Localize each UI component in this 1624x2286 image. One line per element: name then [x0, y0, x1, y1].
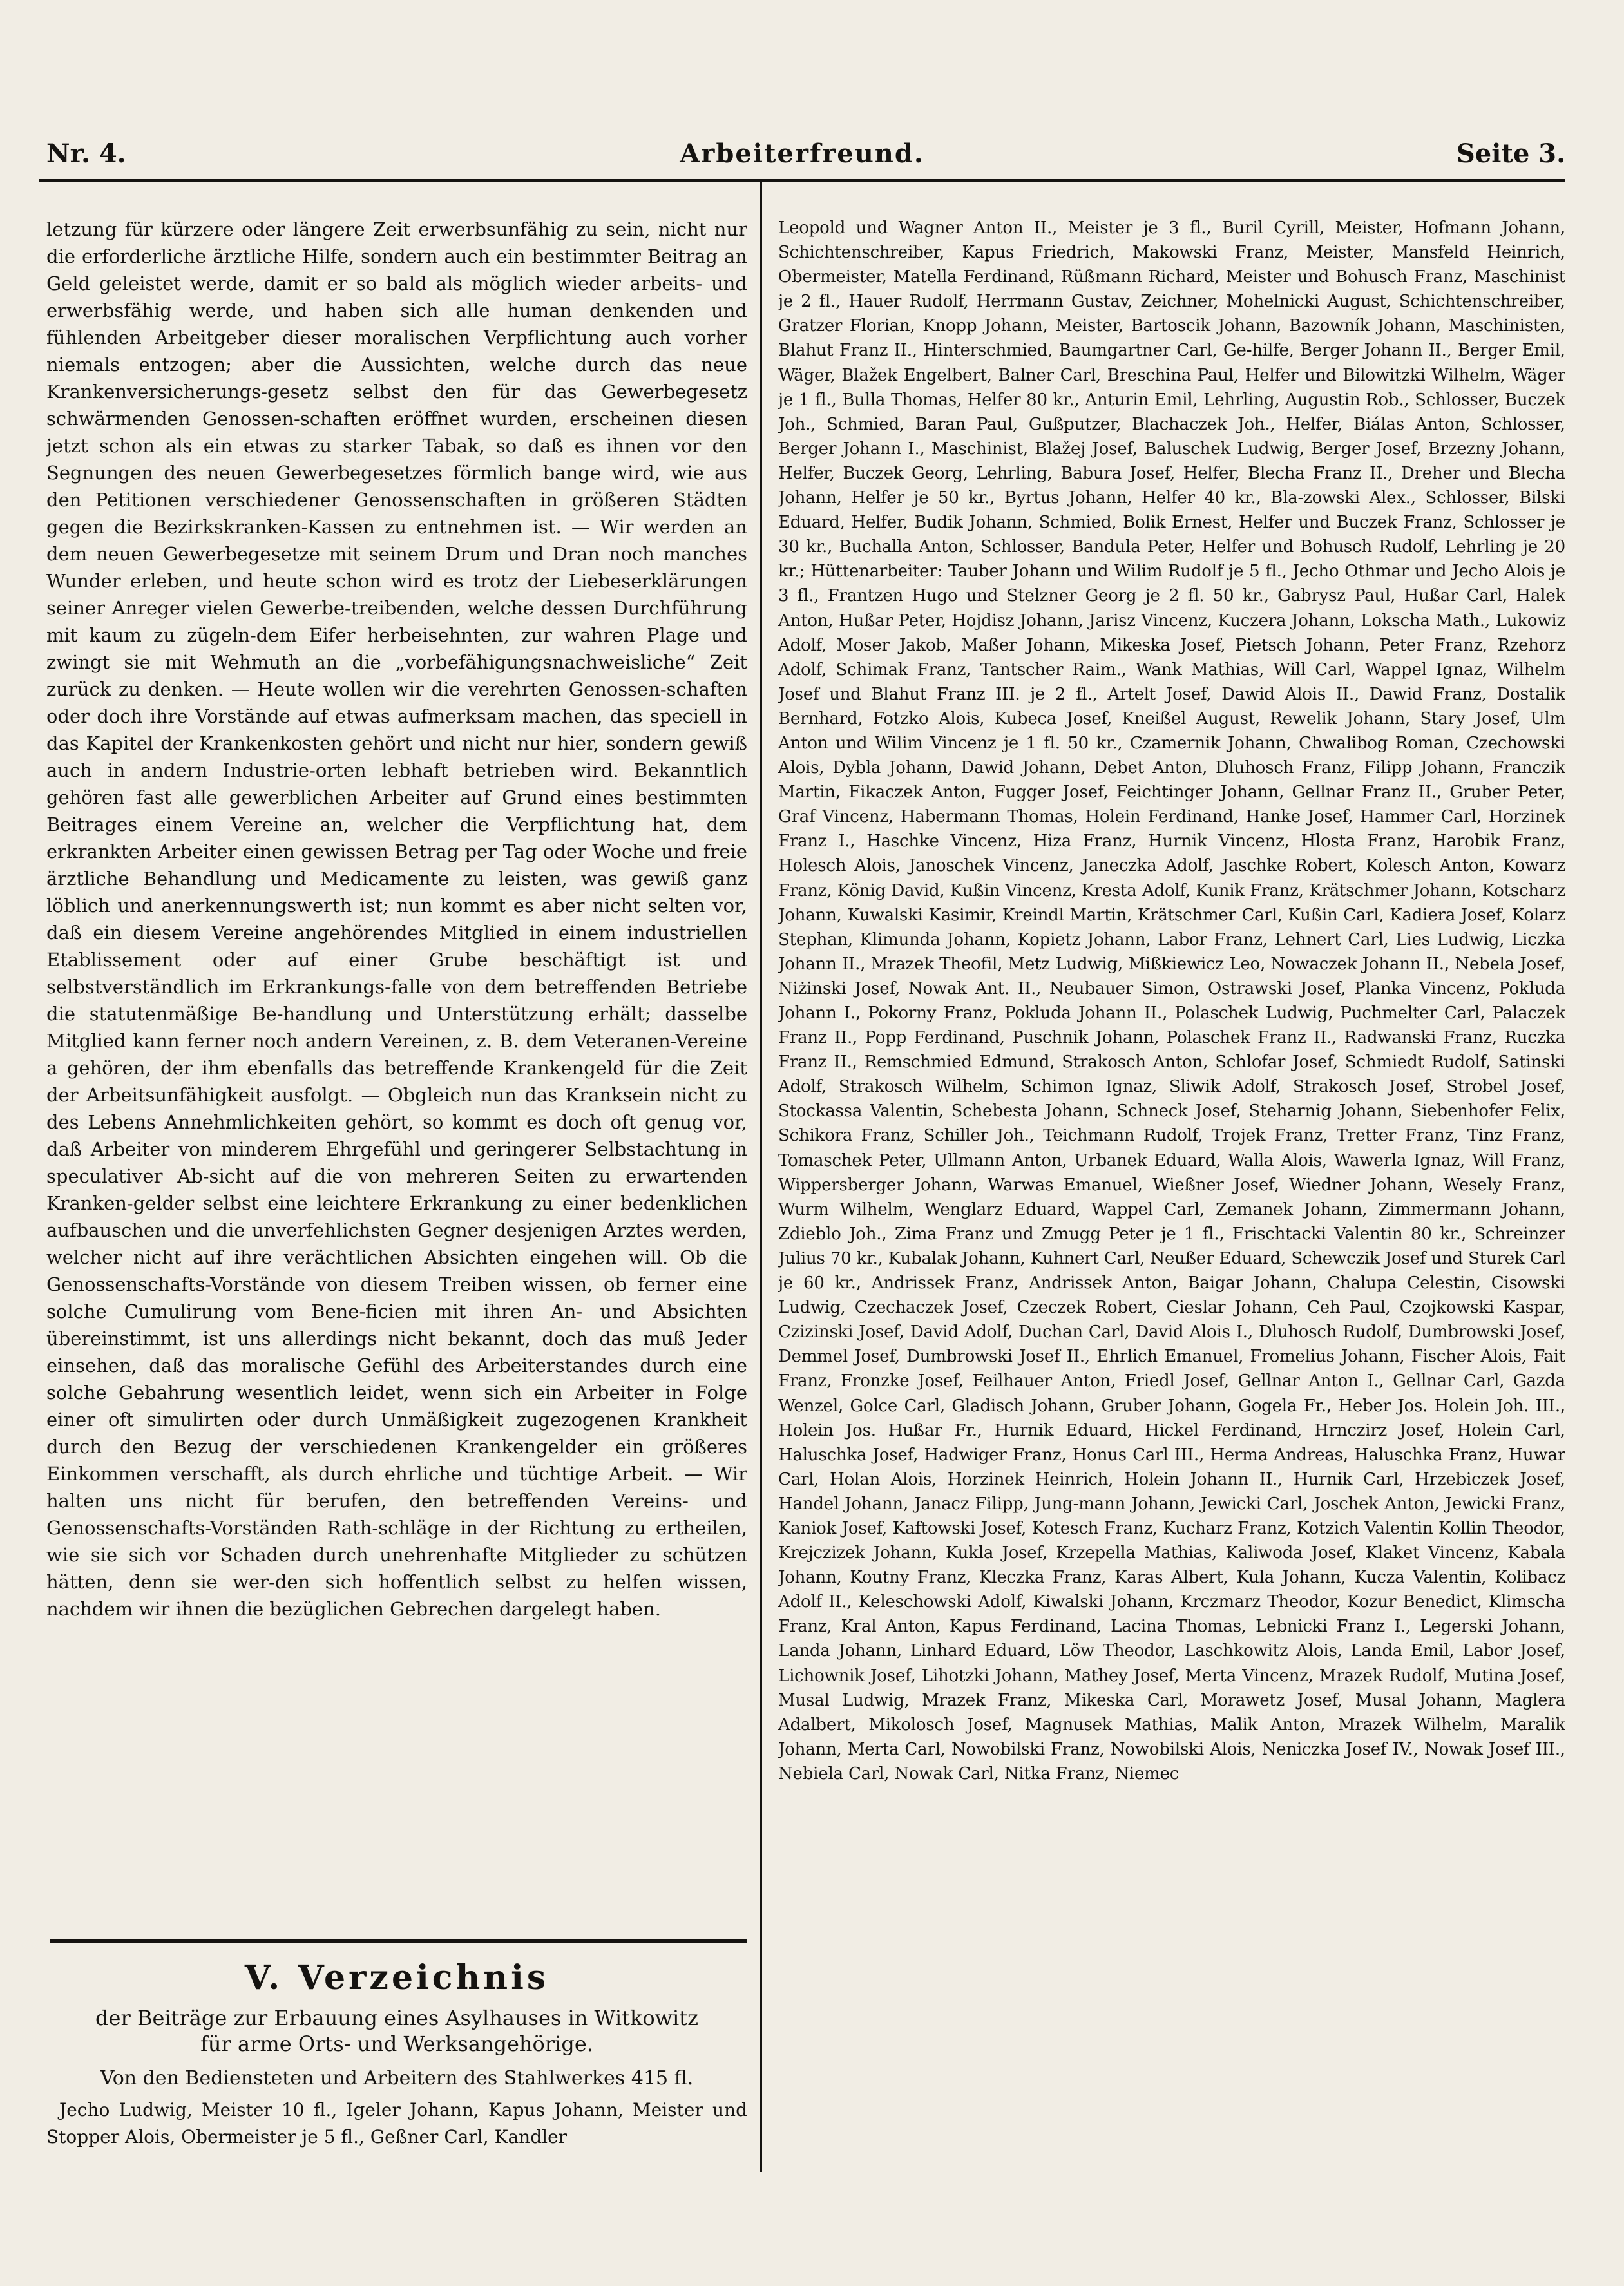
- section-rule: [50, 1939, 747, 1943]
- section-title: V. Verzeichnis: [244, 1958, 549, 1997]
- header-rule: [39, 179, 1565, 182]
- newspaper-title: Arbeiterfreund.: [680, 138, 924, 169]
- right-column: [778, 216, 1565, 2161]
- newspaper-page: [39, 0, 1565, 2286]
- section-source-line: Von den Bediensteten und Arbeitern des Stahlwerkes 415 fl.: [100, 2067, 694, 2090]
- column-divider: [760, 182, 762, 2172]
- issue-number: Nr. 4.: [46, 138, 126, 169]
- section-subtitle-1: der Beiträge zur Erbauung eines Asylhauses in Witkowitz: [95, 2006, 698, 2030]
- section-body: Jecho Ludwig, Meister 10 fl., Igeler Johann, Kapus Johann, Meister und Stopper Alois, Obermeister je 5 fl., Geßner Carl, Kandler: [46, 2099, 747, 2148]
- page-header: [39, 138, 1565, 184]
- donor-list-text: Leopold und Wagner Anton II., Meister je 3 fl., Buril Cyrill, Meister, Hofmann Johann, Schichtenschreiber, Kapus Friedrich, Makowski Franz, Meister, Mansfeld Heinrich, Obermeister, Matella Ferdinand, Rüßmann Richard, Meister und Bohusch Franz, Maschinist je 2 fl., Hauer Rudolf, Herrmann Gustav, Zeichner, Mohelnicki August, Schichtenschreiber, Gratzer Florian, Knopp Johann, Meister, Bartoscik Johann, Bazowník Johann, Maschinisten, Blahut Franz II., Hinterschmied, Baumgartner Carl, Ge-hilfe, Berger Johann II., Berger Emil, Wäger, Blažek Engelbert, Balner Carl, Breschina Paul, Helfer und Bilowitzki Wilhelm, Wäger je 1 fl., Bulla Thomas, Helfer 80 kr., Anturin Emil, Lehrling, Augustin Rob., Schlosser, Buczek Joh., Schmied, Baran Paul, Gußputzer, Blachaczek Joh., Helfer, Biálas Anton, Schlosser, Berger Johann I., Maschinist, Blažej Josef, Baluschek Ludwig, Berger Josef, Brzezny Johann, Helfer, Buczek Georg, Lehrling, Babura Josef, Helfer, Blecha Franz II., Dreher und Blecha Johann, Helfer je 50 kr., Byrtus Johann, Helfer 40 kr., Bla-zowski Alex., Schlosser, Bilski Eduard, Helfer, Budik Johann, Schmied, Bolik Ernest, Helfer und Buczek Franz, Schlosser je 30 kr., Buchalla Anton, Schlosser, Bandula Peter, Helfer und Bohusch Rudolf, Lehrling je 20 kr.; Hüttenarbeiter: Tauber Johann und Wilim Rudolf je 5 fl., Jecho Othmar und Jecho Alois je 3 fl., Frantzen Hugo und Stelzner Georg je 2 fl. 50 kr., Gabrysz Paul, Hußar Carl, Halek Anton, Hußar Peter, Hojdisz Johann, Jarisz Vincenz, Kuczera Johann, Lokscha Math., Lukowiz Adolf, Moser Jakob, Maßer Johann, Mikeska Josef, Pietsch Johann, Peter Franz, Rzehorz Adolf, Schimak Franz, Tantscher Raim., Wank Mathias, Will Carl, Wappel Ignaz, Wilhelm Josef und Blahut Franz III. je 2 fl., Artelt Josef, Dawid Alois II., Dawid Franz, Dostalik Bernhard, Fotzko Alois, Kubeca Josef, Kneißel August, Rewelik Johann, Stary Josef, Ulm Anton und Wilim Vincenz je 1 fl. 50 kr., Czamernik Johann, Chwalibog Roman, Czechowski Alois, Dybla Johann, Dawid Johann, Debet Anton, Dluhosch Franz, Filipp Johann, Franczik Martin, Fikaczek Anton, Fugger Josef, Feichtinger Johann, Gellnar Franz II., Gruber Peter, Graf Vincenz, Habermann Thomas, Holein Ferdinand, Hanke Josef, Hammer Carl, Horzinek Franz I., Haschke Vincenz, Hiza Franz, Hurnik Vincenz, Hlosta Franz, Harobik Franz, Holesch Alois, Janoschek Vincenz, Janeczka Adolf, Jaschke Robert, Kolesch Anton, Kowarz Franz, König David, Kußin Vincenz, Kresta Adolf, Kunik Franz, Krätschmer Johann, Kotscharz Johann, Kuwalski Kasimir, Kreindl Martin, Krätschmer Carl, Kußin Carl, Kadiera Josef, Kolarz Stephan, Klimunda Johann, Kopietz Johann, Labor Franz, Lehnert Carl, Lies Ludwig, Liczka Johann II., Mrazek Theofil, Metz Ludwig, Mißkiewicz Leo, Nowaczek Johann II., Nebela Josef, Niżinski Josef, Nowak Ant. II., Neubauer Simon, Ostrawski Josef, Planka Vincenz, Pokluda Johann I., Pokorny Franz, Pokluda Johann II., Polaschek Ludwig, Puchmelter Carl, Palaczek Franz II., Popp Ferdinand, Puschnik Johann, Polaschek Franz II., Radwanski Franz, Ruczka Franz II., Remschmied Edmund, Strakosch Anton, Schlofar Josef, Schmiedt Rudolf, Satinski Adolf, Strakosch Wilhelm, Schimon Ignaz, Sliwik Adolf, Strakosch Josef, Strobel Josef, Stockassa Valentin, Schebesta Johann, Schneck Josef, Steharnig Johann, Siebenhofer Felix, Schikora Franz, Schiller Joh., Teichmann Rudolf, Trojek Franz, Tretter Franz, Tinz Franz, Tomaschek Peter, Ullmann Anton, Urbanek Eduard, Walla Alois, Wawerla Ignaz, Will Franz, Wippersberger Johann, Warwas Emanuel, Wießner Josef, Wiedner Johann, Wesely Franz, Wurm Wilhelm, Wenglarz Eduard, Wappel Carl, Zemanek Johann, Zimmermann Johann, Zdieblo Joh., Zima Franz und Zmugg Peter je 1 fl., Frischtacki Valentin 80 kr., Schreinzer Julius 70 kr., Kubalak Johann, Kuhnert Carl, Neußer Eduard, Schewczik Josef und Sturek Carl je 60 kr., Andrissek Franz, Andrissek Anton, Baigar Johann, Chalupa Celestin, Cisowski Ludwig, Czechaczek Josef, Czeczek Robert, Cieslar Johann, Ceh Paul, Czojkowski Kaspar, Czizinski Josef, David Adolf, Duchan Carl, David Alois I., Dluhosch Rudolf, Dumbrowski Josef, Demmel Josef, Dumbrowski Josef II., Ehrlich Emanuel, Fromelius Johann, Fischer Alois, Fait Franz, Fronzke Josef, Feilhauer Anton, Friedl Josef, Gellnar Anton I., Gellnar Carl, Gazda Wenzel, Golce Carl, Gladisch Johann, Gruber Johann, Gogela Fr., Heber Jos. Holein Joh. III., Holein Jos. Hußar Fr., Hurnik Eduard, Hickel Ferdinand, Hrnczirz Josef, Holein Carl, Haluschka Josef, Hadwiger Franz, Honus Carl III., Herma Andreas, Haluschka Franz, Huwar Carl, Holan Alois, Horzinek Heinrich, Holein Johann II., Hurnik Carl, Hrzebiczek Josef, Handel Johann, Janacz Filipp, Jung-mann Johann, Jewicki Carl, Joschek Anton, Jewicki Franz, Kaniok Josef, Kaftowski Josef, Kotesch Franz, Kucharz Franz, Kotzich Valentin Kollin Theodor, Krejczizek Johann, Kukla Josef, Krzepella Mathias, Kaliwoda Josef, Klaket Vincenz, Kabala Johann, Koutny Franz, Kleczka Franz, Karas Albert, Kula Johann, Kucza Valentin, Kolibacz Adolf II., Keleschowski Adolf, Kiwalski Johann, Krczmarz Theodor, Kozur Benedict, Klimscha Franz, Kral Anton, Kapus Ferdinand, Lacina Thomas, Lebnicki Franz I., Legerski Johann, Landa Johann, Linhard Eduard, Löw Theodor, Laschkowitz Alois, Landa Emil, Labor Josef, Lichownik Josef, Lihotzki Johann, Mathey Josef, Merta Vincenz, Mrazek Rudolf, Mutina Josef, Musal Ludwig, Mrazek Franz, Mikeska Carl, Morawetz Josef, Musal Johann, Maglera Adalbert, Mikolosch Josef, Magnusek Mathias, Malik Anton, Mrazek Wilhelm, Maralik Johann, Merta Carl, Nowobilski Franz, Nowobilski Alois, Neniczka Josef IV., Nowak Josef III., Nebiela Carl, Nowak Carl, Nitka Franz, Niemec: [778, 218, 1565, 1784]
- left-column: [46, 216, 747, 2161]
- article-text: letzung für kürzere oder längere Zeit erwerbsunfähig zu sein, nicht nur die erforderliche ärztliche Hilfe, sondern auch ein bestimmter Beitrag an Geld geleistet werde, damit er so bald als möglich wieder arbeits- und erwerbsfähig werde, und haben sich alle human denkenden und fühlenden Arbeitgeber dieser moralischen Verpflichtung auch vorher niemals entzogen; aber die Aussichten, welche durch das neue Krankenversicherungs-gesetz selbst den für das Gewerbegesetz schwärmenden Genossen-schaften eröffnet wurden, erscheinen diesen jetzt schon als ein etwas zu starker Tabak, so daß es ihnen vor den Segnungen des neuen Gewerbegesetzes förmlich bange wird, wie aus den Petitionen verschiedener Genossenschaften in größeren Städten gegen die Bezirkskranken-Kassen zu entnehmen ist. — Wir werden an dem neuen Gewerbegesetze mit seinem Drum und Dran noch manches Wunder erleben, und heute schon wird es trotz der Liebeserklärungen seiner Anreger vielen Gewerbe-treibenden, welche dessen Durchführung mit kaum zu zügeln-dem Eifer herbeisehnten, zur wahren Plage und zwingt sie mit Wehmuth an die „vorbefähigungsnachweisliche“ Zeit zurück zu denken. — Heute wollen wir die verehrten Genossen-schaften oder doch ihre Vorstände auf etwas aufmerksam machen, das speciell in das Kapitel der Krankenkosten gehört und nicht nur hier, sondern gewiß auch in andern Industrie-orten lebhaft betrieben wird. Bekanntlich gehören fast alle gewerblichen Arbeiter auf Grund eines bestimmten Beitrages einem Vereine an, welcher die Verpflichtung hat, dem erkrankten Arbeiter einen gewissen Betrag per Tag oder Woche und freie ärztliche Behandlung und Medicamente zu leisten, was gewiß ganz löblich und anerkennungswerth ist; nun kommt es aber nicht selten vor, daß ein diesem Vereine angehörendes Mitglied in einem industriellen Etablissement oder auf einer Grube beschäftigt ist und selbstverständlich im Erkrankungs-falle von dem betreffenden Betriebe die statutenmäßige Be-handlung und Unterstützung erhält; dasselbe Mitglied kann ferner noch andern Vereinen, z. B. dem Veteranen-Vereine a gehören, der ihm ebenfalls das betreffende Krankengeld für die Zeit der Arbeitsunfähigkeit ausfolgt. — Obgleich nun das Kranksein nicht zu des Lebens Annehmlichkeiten gehört, so kommt es doch oft genug vor, daß Arbeiter von minderem Ehrgefühl und geringerer Selbstachtung in speculativer Ab-sicht auf die von mehreren Seiten zu erwartenden Kranken-gelder selbst eine leichtere Erkrankung zu einer bedenklichen aufbauschen und die unverfehlichsten Gegner desjenigen Arztes werden, welcher nicht auf ihre verächtlichen Absichten eingehen will. Ob die Genossenschafts-Vorstände von diesem Treiben wissen, ob ferner eine solche Cumulirung vom Bene-ficien mit ihren An- und Absichten übereinstimmt, ist uns allerdings nicht bekannt, doch das muß Jeder einsehen, daß das moralische Gefühl des Arbeiterstandes durch eine solche Gebahrung wesentlich leidet, wenn sich ein Arbeiter in Folge einer oft simulirten oder durch Unmäßigkeit zugezogenen Krankheit durch den Bezug der verschiedenen Krankengelder ein größeres Einkommen verschafft, als durch ehrliche und tüchtige Arbeit. — Wir halten uns nicht für berufen, den betreffenden Vereins- und Genossenschafts-Vorständen Rath-schläge in der Richtung zu ertheilen, wie sie sich vor Schaden durch unehrenhafte Mitglieder zu schützen hätten, denn sie wer-den sich hoffentlich selbst zu helfen wissen, nachdem wir ihnen die bezüglichen Gebrechen dargelegt haben.: [46, 218, 747, 1620]
- page-number: Seite 3.: [1456, 138, 1565, 169]
- section-subtitle-2: für arme Orts- und Werksangehörige.: [200, 2032, 593, 2056]
- donation-list-section: [46, 1958, 747, 2151]
